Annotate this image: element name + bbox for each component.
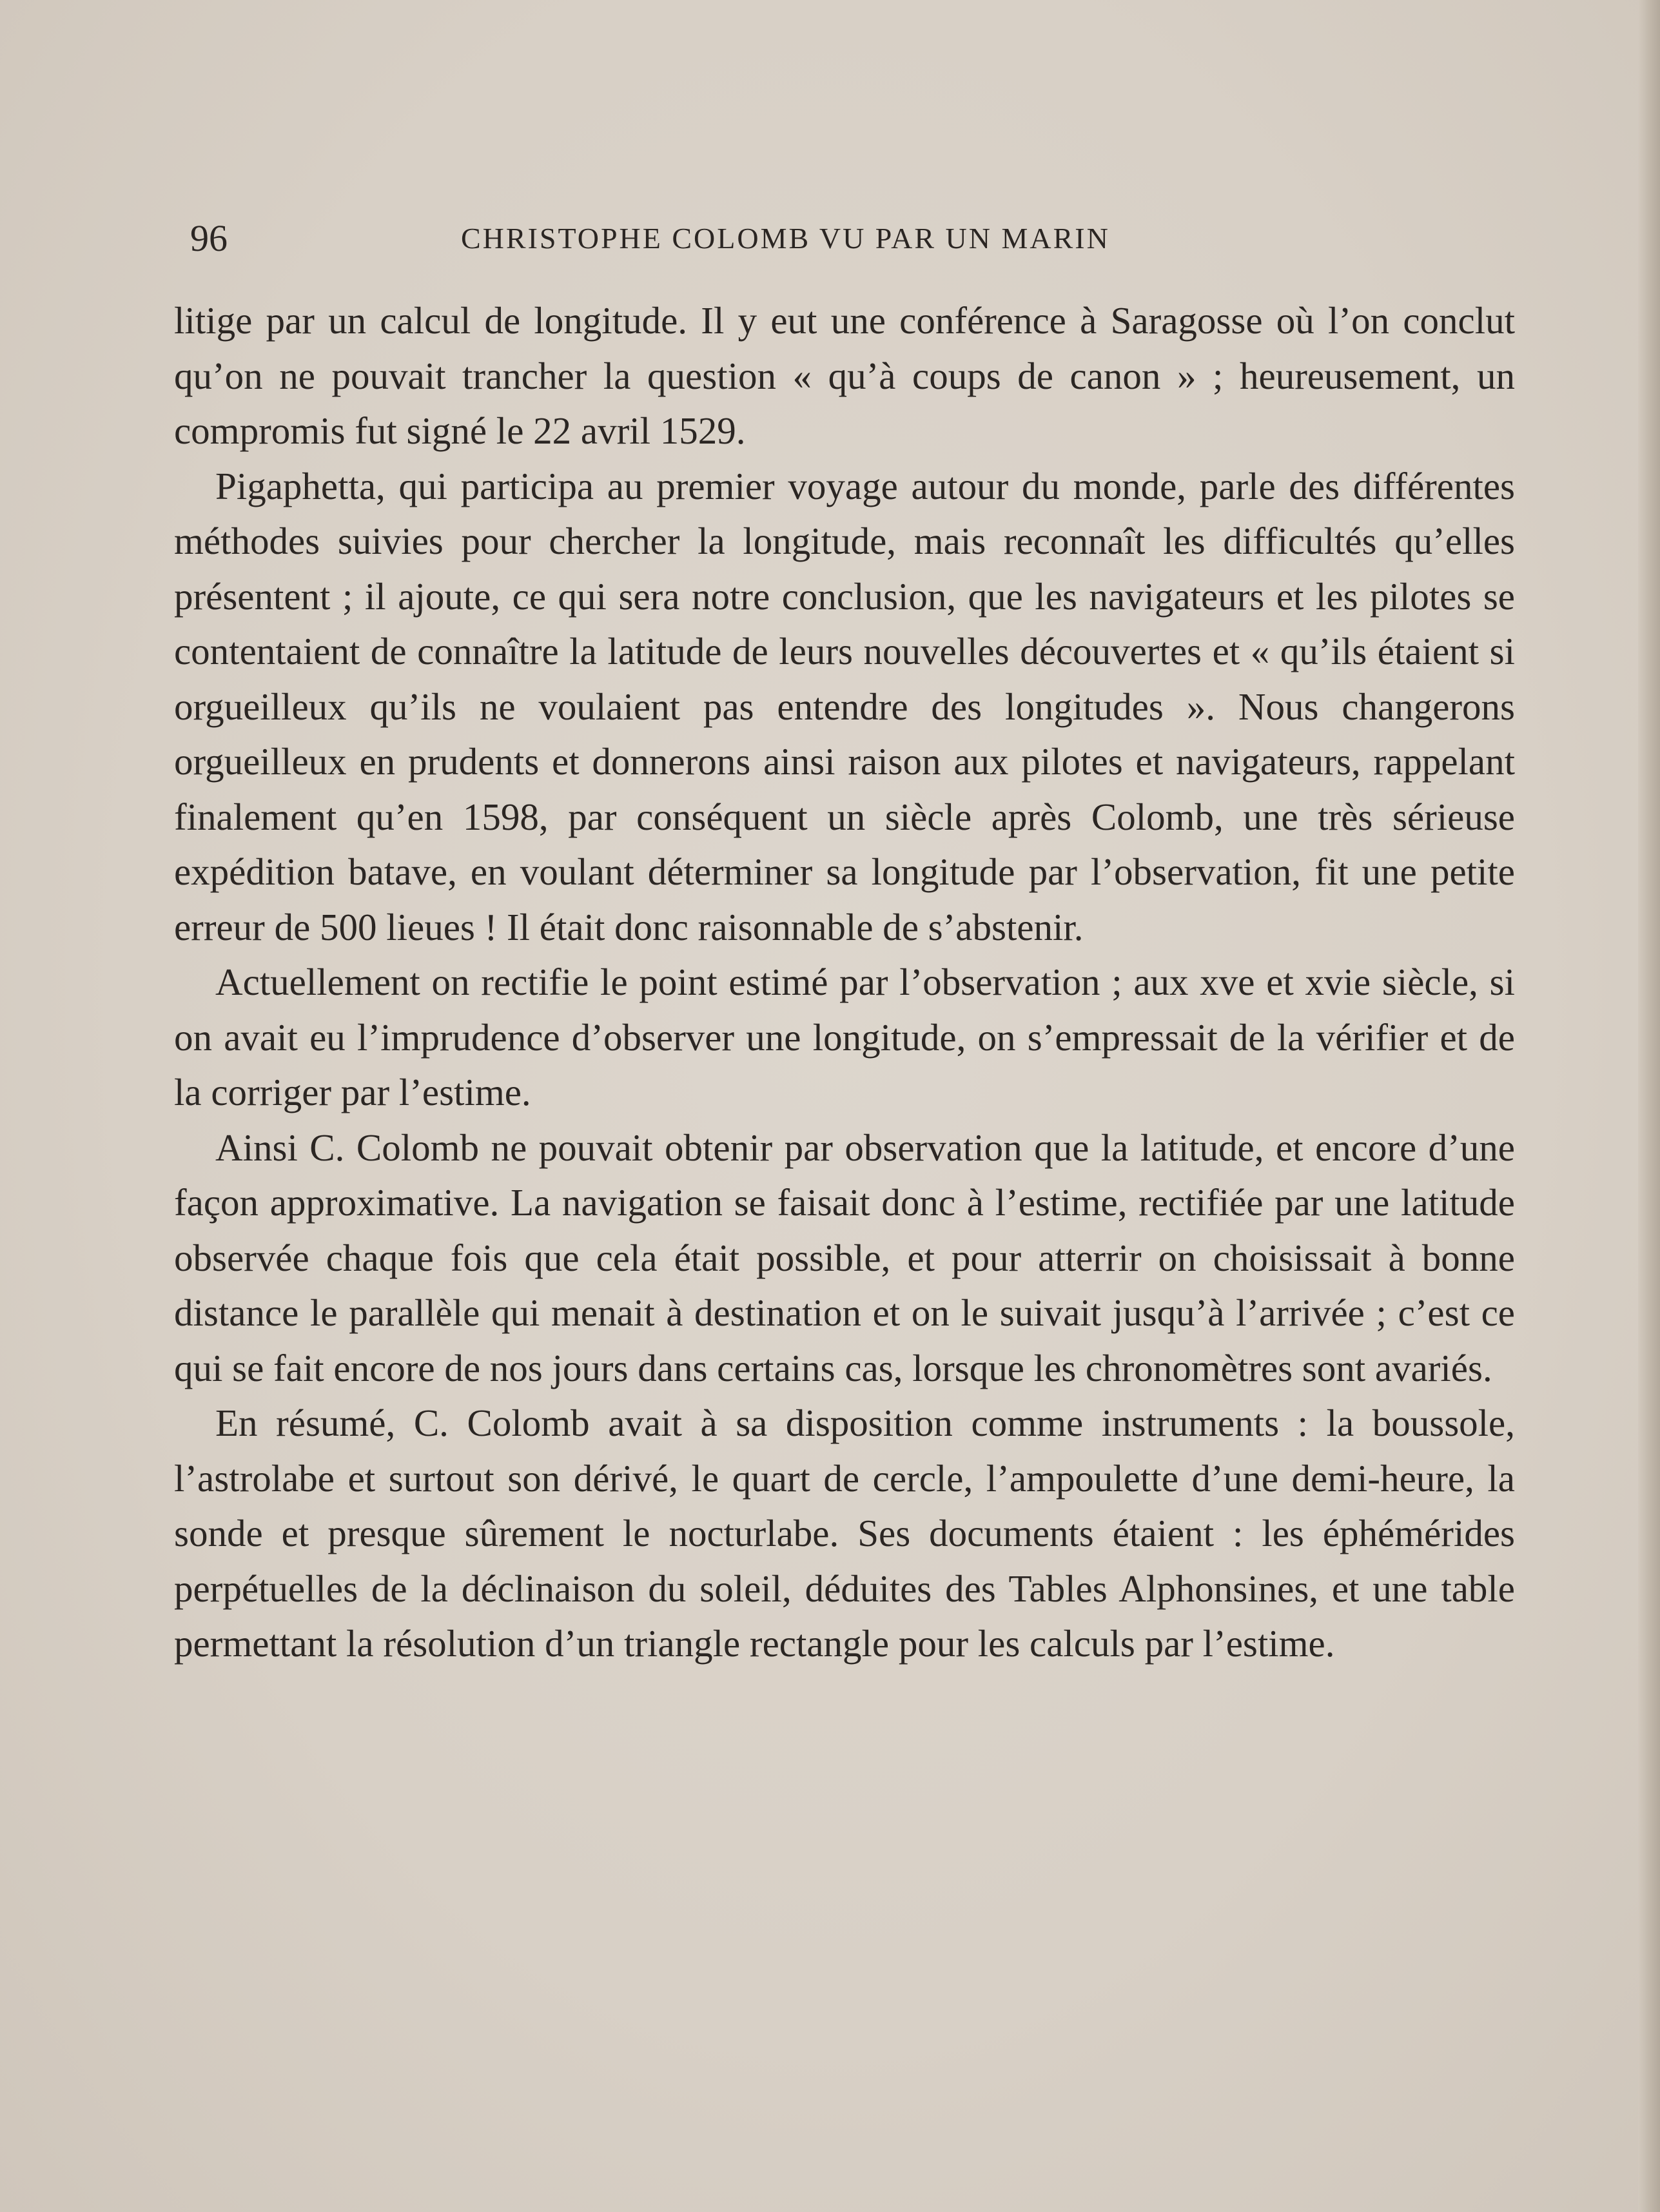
paragraph-2: Pigaphetta, qui participa au premier voyage autour du monde, parle des différentes méthodes suivies pour chercher la longitude, mais reconnaît les difficultés qu’elles présentent ; il ajoute, ce qui sera notre conclusion, que les navigateurs et les pilotes se contentaient de connaître la latitude de leurs nouvelles découvertes et « qu’ils étaient si orgueilleux qu’ils ne voulaient pas entendre des longitudes ». Nous changerons orgueilleux en prudents et donnerons ainsi raison aux pilotes et navigateurs, rappelant finalement qu’en 1598, par conséquent un siècle après Colomb, une très sérieuse expédition batave, en voulant déterminer sa longitude par l’observation, fit une petite erreur de 500 lieues ! Il était donc raisonnable de s’abstenir. (174, 464, 1515, 948)
body-text (174, 293, 1515, 1672)
page-edge-shadow (1638, 0, 1660, 2212)
page-header (190, 213, 1254, 264)
paragraph-5: En résumé, C. Colomb avait à sa disposition comme instruments : la boussole, l’astrolabe et surtout son dérivé, le quart de cercle, l’ampoulette d’une demi-heure, la sonde et presque sûrement le nocturlabe. Ses documents étaient : les éphémérides perpétuelles de la déclinaison du soleil, déduites des Tables Alphonsines, et une table permettant la résolution d’un triangle rectangle pour les calculs par l’estime. (174, 1402, 1515, 1665)
paragraph-4: Ainsi C. Colomb ne pouvait obtenir par observation que la latitude, et encore d’une façon approximative. La navigation se faisait donc à l’estime, rectifiée par une latitude observée chaque fois que cela était possible, et pour atterrir on choisissait à bonne distance le parallèle qui menait à destination et on le suivait jusqu’à l’arrivée ; c’est ce qui se fait encore de nos jours dans certains cas, lorsque les chronomètres sont avariés. (174, 1126, 1515, 1389)
paragraph-1: litige par un calcul de longitude. Il y eut une conférence à Saragosse où l’on conclut qu’on ne pouvait trancher la question « qu’à coups de canon » ; heureusement, un compromis fut signé le 22 avril 1529. (174, 299, 1515, 452)
paragraph-3: Actuellement on rectifie le point estimé par l’observation ; aux xve et xvie siècle, si on avait eu l’imprudence d’observer une longitude, on s’empressait de la vérifier et de la corriger par l’estime. (174, 961, 1515, 1113)
running-head: CHRISTOPHE COLOMB VU PAR UN MARIN (461, 222, 1110, 255)
page-number: 96 (190, 217, 228, 259)
